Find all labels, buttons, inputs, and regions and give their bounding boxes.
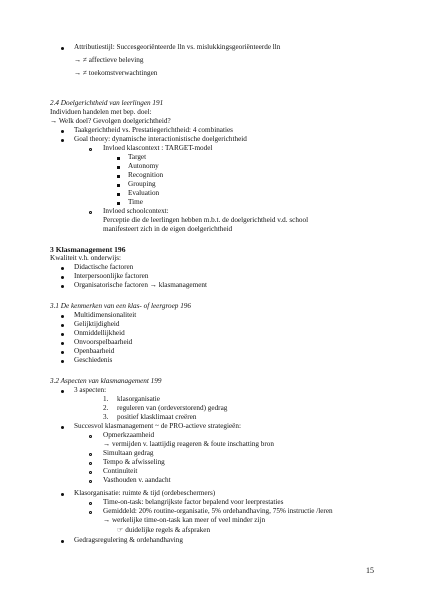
- bullet-dot: [61, 285, 64, 288]
- attributiestijl-sub-affect: → ≠ affectieve beleving: [74, 56, 144, 64]
- target-item: Autonomy: [128, 162, 159, 170]
- numbered-item: positief klasklimaat creëren: [117, 413, 197, 421]
- bullet-dot: [61, 47, 64, 50]
- target-item: Grouping: [128, 180, 156, 188]
- list-item: Didactische factoren: [74, 263, 134, 271]
- bullet-dot: [61, 130, 64, 133]
- bullet-dot: [61, 493, 64, 496]
- list-subitem: Invloed klascontext : TARGET-model: [103, 144, 213, 152]
- page-number: 15: [366, 566, 374, 575]
- bullet-square: [117, 202, 120, 205]
- bullet-dot: [61, 426, 64, 429]
- section-heading-3: 3 Klasmanagement 196: [50, 245, 126, 254]
- bullet-dot: [61, 351, 64, 354]
- paragraph-line: → Welk doel? Gevolgen doelgerichtheid?: [50, 117, 171, 125]
- paragraph-line: Kwaliteit v.h. onderwijs:: [50, 254, 121, 262]
- paragraph-line: Perceptie die de leerlingen hebben m.b.t. de doelgerichtheid v.d. school: [103, 216, 309, 224]
- bullet-dot: [61, 324, 64, 327]
- bullet-square: [117, 175, 120, 178]
- list-subitem: Tempo & afwisseling: [103, 458, 165, 466]
- list-item: Onvoorspelbaarheid: [74, 338, 133, 346]
- list-subitem-note: → werkelijke time-on-task kan meer of veel minder zijn: [103, 516, 266, 524]
- bullet-square: [117, 193, 120, 196]
- bullet-dot: [61, 139, 64, 142]
- bullet-square: [117, 166, 120, 169]
- paragraph-line: manifesteert zich in de eigen doelgerichtheid: [103, 225, 233, 233]
- numbered-marker: 1.: [103, 395, 109, 403]
- list-subitem: Continuïteit: [103, 467, 138, 475]
- paragraph-line: Individuen handelen met bep. doel:: [50, 108, 152, 116]
- list-item: Taakgerichtheid vs. Prestatiegerichtheid: 4 combinaties: [74, 126, 233, 134]
- numbered-item: reguleren van (ordeverstorend) gedrag: [117, 404, 228, 412]
- section-heading-3-1: 3.1 De kenmerken van een klas- of leergroep 196: [50, 302, 191, 310]
- target-item: Evaluation: [128, 189, 160, 197]
- list-subitem: Vasthouden v. aandacht: [103, 476, 171, 484]
- target-item: Target: [128, 153, 147, 161]
- bullet-dot: [61, 333, 64, 336]
- bullet-square: [117, 157, 120, 160]
- bullet-circle: [89, 453, 92, 456]
- list-subitem: Invloed schoolcontext:: [103, 207, 169, 215]
- bullet-square: [117, 184, 120, 187]
- numbered-item: klasorganisatie: [117, 395, 160, 403]
- list-item: Multidimensionaliteit: [74, 311, 137, 319]
- list-item: Goal theory: dynamische interactionistische doelgerichtheid: [74, 135, 247, 143]
- list-subitem: Simultaan gedrag: [103, 449, 154, 457]
- list-subitem-note: → vermijden v. laattijdig reageren & foute inschatting bron: [103, 440, 274, 448]
- bullet-dot: [61, 360, 64, 363]
- bullet-circle: [89, 462, 92, 465]
- list-item: Openbaarheid: [74, 347, 115, 355]
- target-item: Time: [128, 198, 143, 206]
- bullet-circle: [89, 480, 92, 483]
- bullet-circle: [89, 435, 92, 438]
- list-item: Organisatorische factoren → klasmanagement: [74, 281, 207, 289]
- numbered-marker: 2.: [103, 404, 109, 412]
- bullet-dot: [61, 276, 64, 279]
- target-item: Recognition: [128, 171, 164, 179]
- bullet-circle: [89, 502, 92, 505]
- list-item: Interpersoonlijke factoren: [74, 272, 149, 280]
- bullet-circle: [89, 471, 92, 474]
- list-item: Succesvol klasmanagement ~ de PRO-actieve strategieën:: [74, 422, 241, 430]
- bullet-dot: [61, 267, 64, 270]
- section-heading-2-4: 2.4 Doelgerichtheid van leerlingen 191: [50, 99, 164, 107]
- list-item: Onmiddellijkheid: [74, 329, 125, 337]
- bullet-dot: [61, 342, 64, 345]
- list-item: Gedragsregulering & ordehandhaving: [74, 536, 183, 544]
- list-item: Klasorganisatie: ruimte & tijd (ordebeschermers): [74, 489, 216, 497]
- numbered-marker: 3.: [103, 413, 109, 421]
- bullet-dot: [61, 315, 64, 318]
- attributiestijl-sub-future: → ≠ toekomstverwachtingen: [74, 69, 158, 77]
- list-subitem: Opmerkzaamheid: [103, 431, 155, 439]
- list-subitem: Gemiddeld: 20% routine-organisatie, 5% ordehandhaving, 75% instructie /leren: [103, 507, 333, 515]
- list-item: Geschiedenis: [74, 356, 113, 364]
- bullet-dot: [61, 390, 64, 393]
- list-item: Gelijktijdigheid: [74, 320, 120, 328]
- bullet-dot: [61, 540, 64, 543]
- bullet-circle: [89, 211, 92, 214]
- list-item: 3 aspecten:: [74, 386, 107, 394]
- bullet-circle: [89, 511, 92, 514]
- list-subitem: Time-on-task: belangrijkste factor bepalend voor leerprestaties: [103, 498, 284, 506]
- bullet-circle: [89, 148, 92, 151]
- section-heading-3-2: 3.2 Aspecten van klasmanagement 199: [50, 377, 162, 385]
- list-subitem-note: ☞ duidelijke regels & afspraken: [117, 526, 211, 534]
- attributiestijl-item: Attributiestijl: Succesgeoriënteerde lln vs. mislukkingsgeoriënteerde lln: [74, 43, 281, 51]
